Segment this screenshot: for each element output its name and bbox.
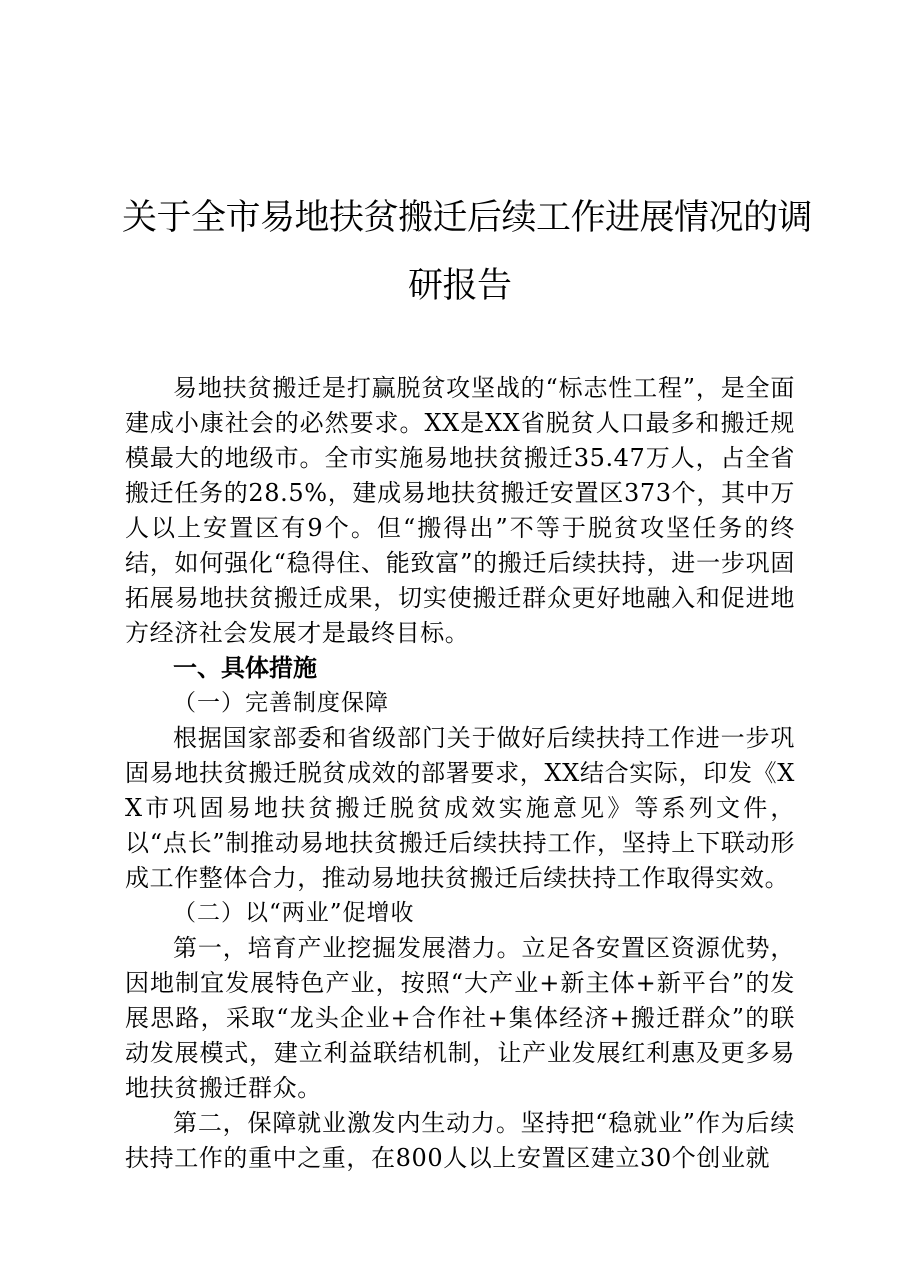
document-title-line1: 关于全市易地扶贫搬迁后续工作进展情况的调 (122, 198, 813, 238)
subsection1-heading: （一）完善制度保障 (173, 690, 389, 716)
subsection2-heading: （二）以“两业”促增收 (173, 900, 415, 926)
subsection2-paragraph-1: 第一，培育产业挖掘发展潜力。立足各安置区资源优势，因地制宜发展特色产业，按照“大产业+新主体+新平台”的发展思路，采取“龙头企业+合作社+集体经济+搬迁群众”的联动发展模式，建立利益联结机制，让产业发展红利惠及更多易地扶贫搬迁群众。 (125, 934, 795, 1102)
section1-heading: 一、具体措施 (173, 654, 317, 682)
document-title-line2: 研报告 (408, 266, 512, 306)
subsection1-paragraph: 根据国家部委和省级部门关于做好后续扶持工作进一步巩固易地扶贫搬迁脱贫成效的部署要求，XX结合实际，印发《XX市巩固易地扶贫搬迁脱贫成效实施意见》等系列文件，以“点长”制推动易地扶贫搬迁后续扶持工作，坚持上下联动形成工作整体合力，推动易地扶贫搬迁后续扶持工作取得实效。 (125, 724, 795, 892)
document-body (125, 371, 795, 1176)
subsection2-paragraph-2: 第二，保障就业激发内生动力。坚持把“稳就业”作为后续扶持工作的重中之重，在800人以上安置区建立30个创业就 (125, 1109, 795, 1172)
intro-paragraph: 易地扶贫搬迁是打赢脱贫攻坚战的“标志性工程”，是全面建成小康社会的必然要求。XX是XX省脱贫人口最多和搬迁规模最大的地级市。全市实施易地扶贫搬迁35.47万人，占全省搬迁任务的28.5%，建成易地扶贫搬迁安置区373个，其中万人以上安置区有9个。但“搬得出”不等于脱贫攻坚任务的终结，如何强化“稳得住、能致富”的搬迁后续扶持，进一步巩固拓展易地扶贫搬迁成果，切实使搬迁群众更好地融入和促进地方经济社会发展才是最终目标。 (125, 374, 795, 647)
